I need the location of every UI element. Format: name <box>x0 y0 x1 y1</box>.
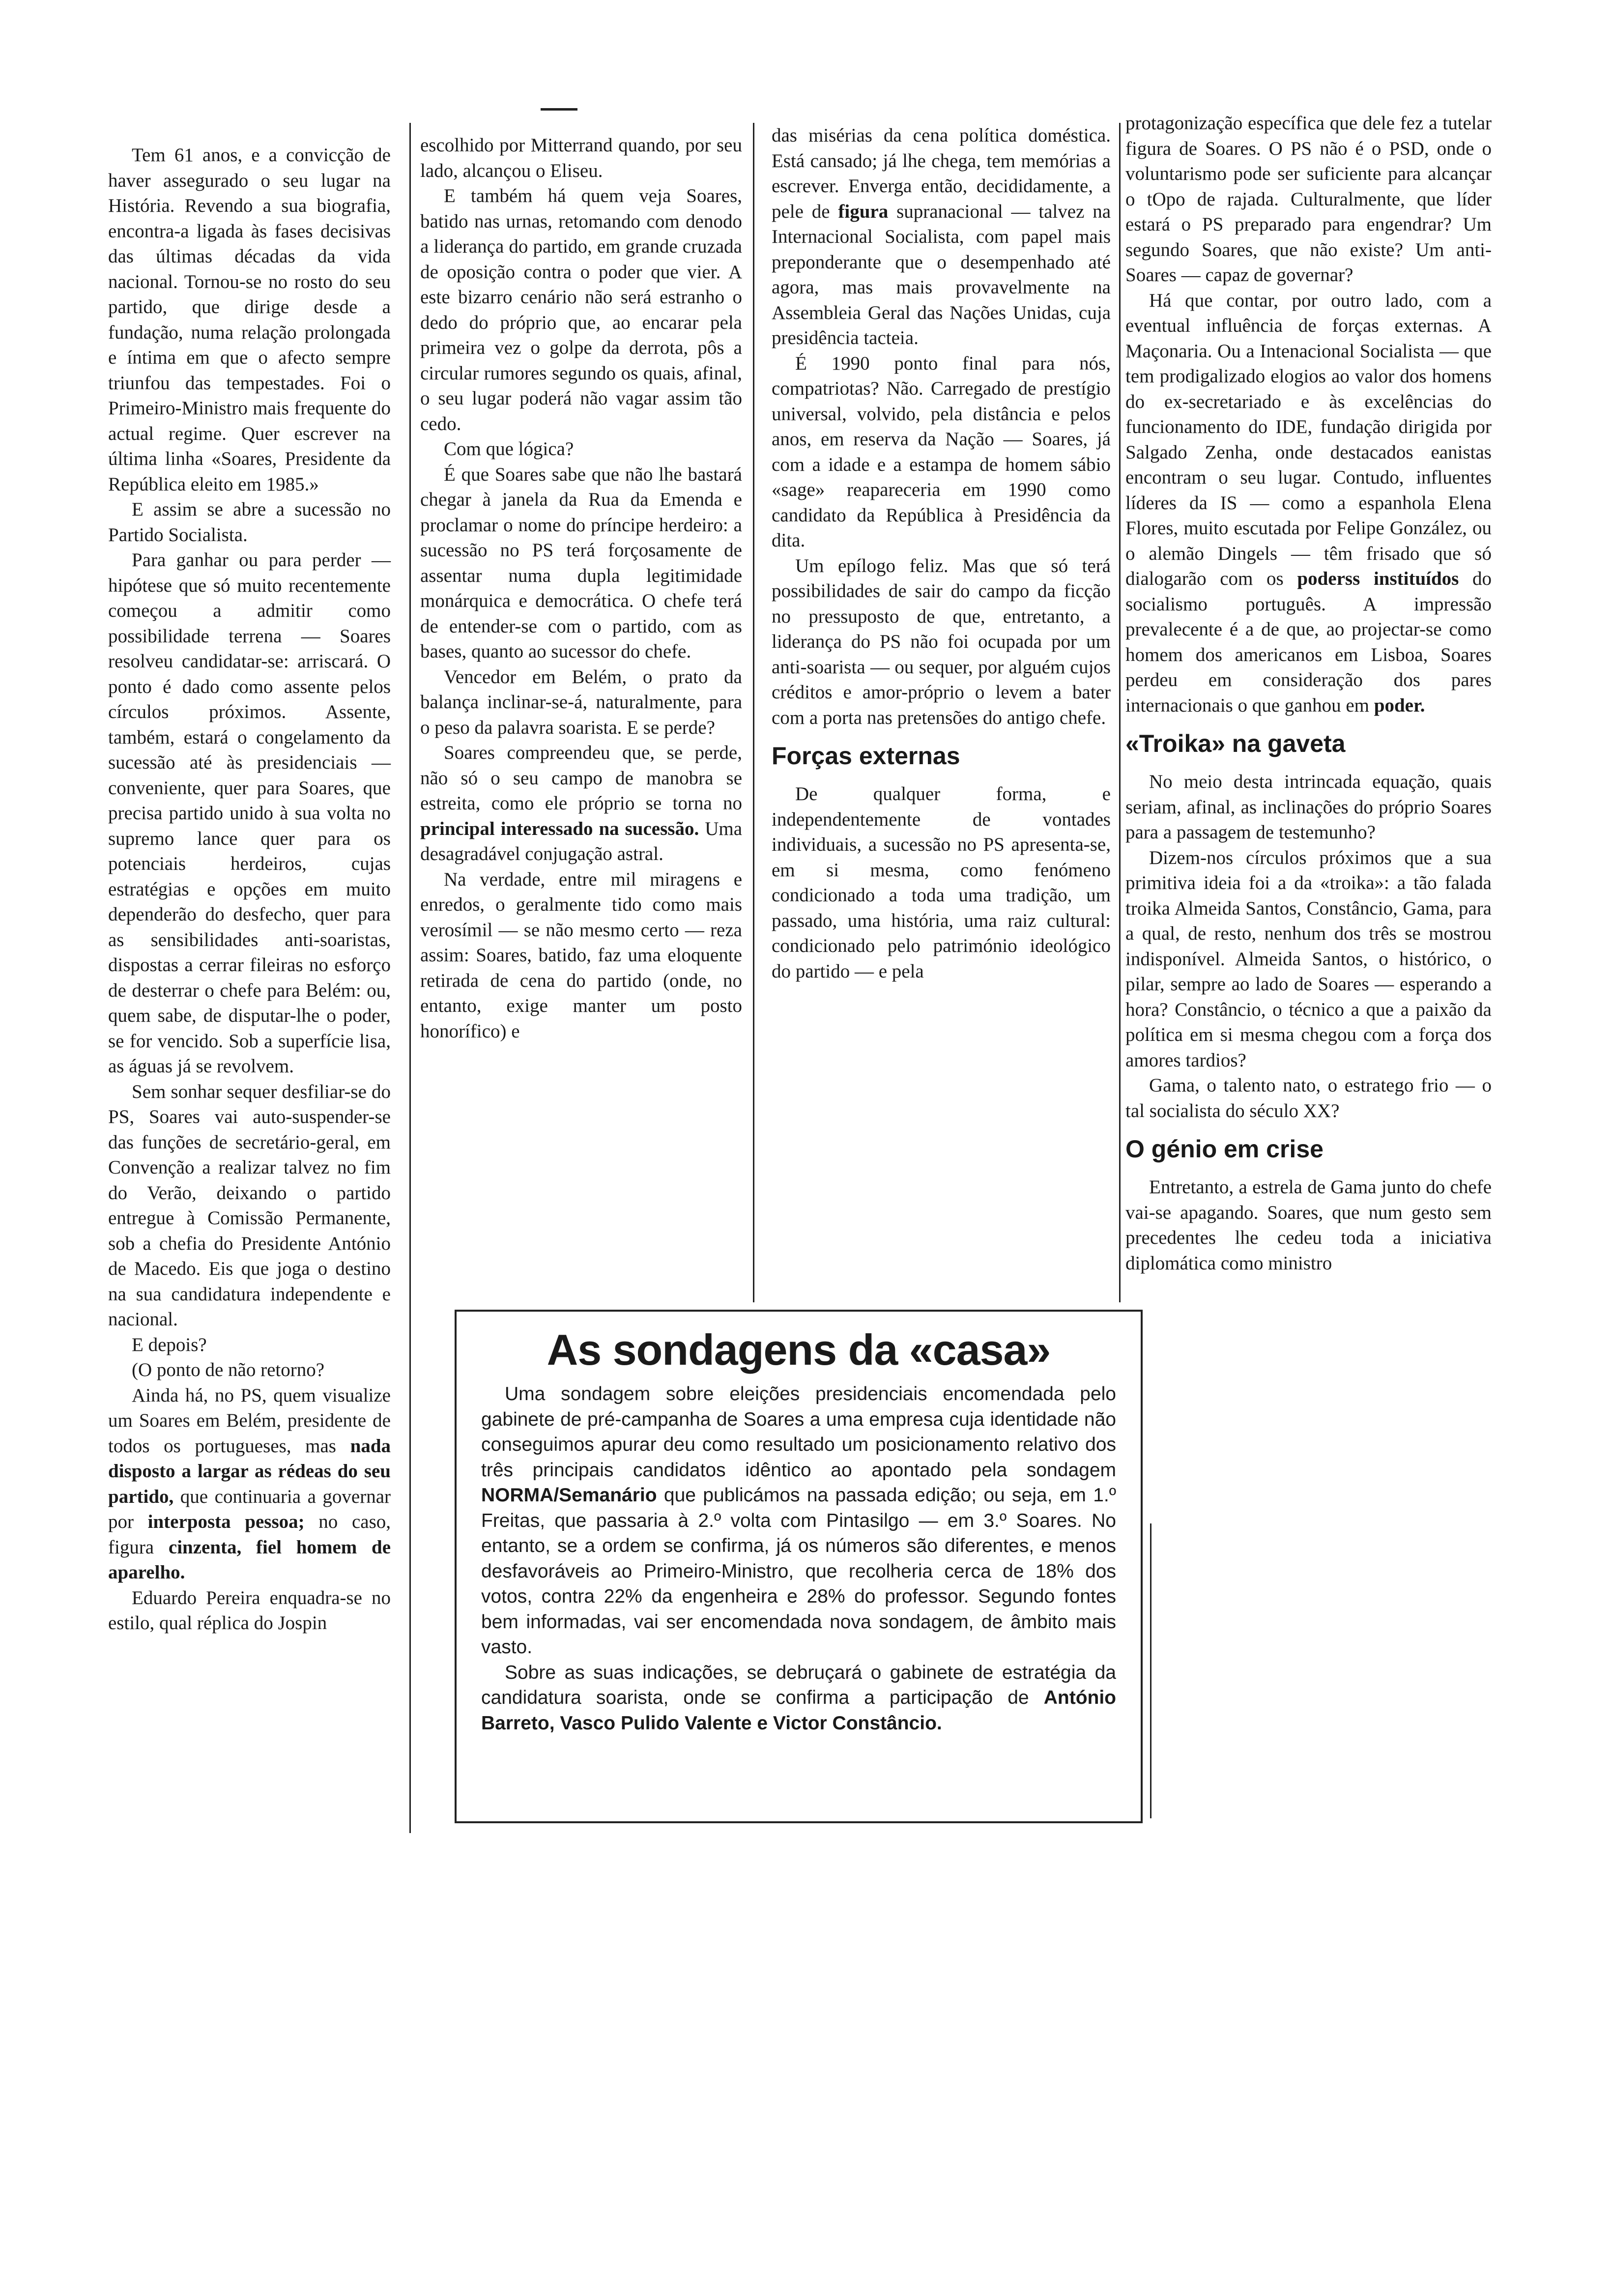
col3-para-1-b: supranacional — talvez na Internacional Socialista, com papel mais preponderante que o desempenhado até agora, mas mais provavelmente na Assembleia Geral das Nações Unidas, cuja presidência tacteia. <box>772 201 1111 348</box>
col2-para-1: escolhido por Mitterrand quando, por seu lado, alcançou o Eliseu. <box>420 135 742 181</box>
box-para-2 <box>481 1660 1116 1736</box>
col2-para-5: Vencedor em Belém, o prato da balança inclinar-se-á, naturalmente, para o peso da palavra soarista. E se perde? <box>420 666 742 738</box>
column-4 <box>1125 111 1492 1276</box>
col2-para-6-a: Soares compreendeu que, se perde, não só o seu campo de manobra se estreita, como ele próprio se torna no <box>420 742 742 814</box>
column-2 <box>420 133 742 1044</box>
col2-para-7: Na verdade, entre mil miragens e enredos, o geralmente tido como mais verosímil — se não mesmo certo — reza assim: Soares, batido, faz uma eloquente retirada de cena do partido (onde, no entanto, exige manter um posto honorífico) e <box>420 868 742 1042</box>
column-rule-3 <box>1119 123 1121 1302</box>
top-dash-mark <box>541 108 577 111</box>
col2-para-6 <box>420 740 742 867</box>
col1-para-7 <box>108 1383 391 1585</box>
col3-para-2: É 1990 ponto final para nós, compatriotas? Não. Carregado de prestígio universal, volvido, pela distância e pelos anos, em reserva da Nação — Soares, já com a idade e a estampa de homem sábio «sage» reapareceria em 1990 como candidato da República à Presidência da dita. <box>772 352 1111 551</box>
col4-para-1: protagonização específica que dele fez a tutelar figura de Soares. O PS não é o PSD, onde o voluntarismo pode ser suficiente para alcançar o tOpo de rajada. Culturalmente, que líder estará o PS preparado para engendrar? Um segundo Soares, que não existe? Um anti-Soares — capaz de governar? <box>1125 113 1492 286</box>
col1-para-8: Eduardo Pereira enquadra-se no estilo, qual réplica do Jospin <box>108 1587 391 1634</box>
col2-para-4: É que Soares sabe que não lhe bastará chegar à janela da Rua da Emenda e proclamar o nome do príncipe herdeiro: a sucessão no PS terá forçosamente de assentar numa dupla legitimidade monárquica e democrática. O chefe terá de entender-se com o partido, com as bases, quanto ao sucessor do chefe. <box>420 463 742 662</box>
sidebar-box-polls <box>455 1310 1143 1823</box>
col4-subheading-2: O génio em crise <box>1125 1135 1324 1163</box>
box-para-1 <box>481 1381 1116 1660</box>
col4-para-2-b: do socialismo português. A impressão prevalecente é a de que, ao projectar-se como homem dos americanos em Lisboa, Soares perdeu em consideração dos pares internacionais o que ganhou em <box>1125 568 1492 716</box>
col1-para-7-b: que continuaria a governar por <box>108 1486 391 1532</box>
col4-para-2 <box>1125 288 1492 718</box>
column-1 <box>108 143 391 1636</box>
col3-para-4: De qualquer forma, e independentemente de vontades individuais, a sucessão no PS apresenta-se, em si mesma, como fenómeno condicionado a toda uma tradição, um passado, uma história, uma raiz cultural: condicionado pelo património ideológico do partido — e pela <box>772 783 1111 982</box>
box-title: As sondagens da «casa» <box>547 1325 1051 1374</box>
column-rule-2 <box>753 123 754 1302</box>
box-para-2-bold: António Barreto, Vasco Pulido Valente e Victor Constâncio. <box>481 1687 1116 1734</box>
col1-para-2: E assim se abre a sucessão no Partido Socialista. <box>108 499 391 545</box>
column-3 <box>772 123 1111 984</box>
col4-para-3: No meio desta intrincada equação, quais seriam, afinal, as inclinações do próprio Soares para a passagem de testemunho? <box>1125 771 1492 843</box>
col1-para-7-c: no caso, figura <box>108 1511 391 1558</box>
col3-para-1 <box>772 123 1111 351</box>
col2-para-6-b: Uma desagradável conjugação astral. <box>420 818 742 864</box>
col4-para-2-a: Há que contar, por outro lado, com a eventual influência de forças externas. A Maçonaria. Ou a Intenacional Socialista — que tem prodigalizado elogios ao valor dos homens do ex-secretariado e às excelências do funcionamento do IDE, fundação dirigida por Salgado Zenha, onde destacados eanistas encontram o seu lugar. Contudo, influentes líderes da IS — como a espanhola Elena Flores, muito escutada por Felipe González, ou o alemão Dingels — têm frisado que só dialogarão com os <box>1125 289 1492 589</box>
col2-para-6-bold: principal interessado na sucessão. <box>420 818 699 839</box>
col4-para-2-bold: poderss instituídos <box>1297 568 1459 589</box>
col4-para-5: Gama, o talento nato, o estratego frio — o tal socialista do século XX? <box>1125 1075 1492 1121</box>
box-para-1-bold: NORMA/Semanário <box>481 1485 657 1506</box>
col1-para-3: Para ganhar ou para perder — hipótese que só muito recentemente começou a admitir como possibilidade terrena — Soares resolveu candidatar-se: arriscará. O ponto é dado como assente pelos círculos próximos. Assente, também, estará o congelamento da sucessão até às presidenciais — conveniente, quer para Soares, que precisa partido unido à sua volta no supremo lance quer para os potenciais herdeiros, cujas estratégias e opções em muito dependerão do desfecho, quer para as sensibilidades anti-soaristas, dispostas a cerrar fileiras no esforço de desterrar o chefe para Belém: ou, quem sabe, de disputar-lhe o poder, se for vencido. Sob a superfície lisa, as águas já se revolvem. <box>108 549 391 1077</box>
col4-para-6: Entretanto, a estrela de Gama junto do chefe vai-se apagando. Soares, que num gesto sem precedentes lhe cedeu toda a iniciativa diplomática como ministro <box>1125 1177 1492 1274</box>
col3-para-1-bold: figura <box>838 201 889 222</box>
col1-para-7-bold-1: nada disposto a largar as rédeas do seu partido, <box>108 1435 391 1507</box>
col1-para-1: Tem 61 anos, e a convicção de haver assegurado o seu lugar na História. Revendo a sua biografia, encontra-a ligada às fases decisivas das últimas décadas da vida nacional. Tornou-se no rosto do seu partido, que dirige desde a fundação, numa relação prolongada e íntima em que o afecto sempre triunfou das tempestades. Foi o Primeiro-Ministro mais frequente do actual regime. Quer escrever na última linha «Soares, Presidente da República eleito em 1985.» <box>108 144 391 495</box>
col1-para-5: E depois? <box>132 1334 207 1355</box>
box-para-2-a: Sobre as suas indicações, se debruçará o gabinete de estratégia da candidatura soarista, onde se confirma a participação de <box>481 1662 1116 1708</box>
col1-para-7-bold-3: cinzenta, fiel homem de aparelho. <box>108 1536 391 1583</box>
col4-para-2-bold-2: poder. <box>1374 694 1425 716</box>
col1-para-4: Sem sonhar sequer desfiliar-se do PS, Soares vai auto-suspender-se das funções de secretário-geral, em Convenção a realizar talvez no fim do Verão, deixando o partido entregue à Comissão Permanente, sob a chefia do Presidente António de Macedo. Eis que joga o destino na sua candidatura independente e nacional. <box>108 1081 391 1330</box>
col1-para-6: (O ponto de não retorno? <box>132 1359 325 1380</box>
col2-para-3: Com que lógica? <box>444 438 574 459</box>
col4-subheading-1: «Troika» na gaveta <box>1125 730 1346 757</box>
column-rule-1 <box>409 123 411 1833</box>
column-rule-4 <box>1150 1523 1151 1818</box>
box-para-1-a: Uma sondagem sobre eleições presidenciais encomendada pelo gabinete de pré-campanha de Soares a uma empresa cuja identidade não conseguimos apurar deu como resultado um posicionamento relativo dos três principais candidatos idêntico ao apontado pela sondagem <box>481 1383 1116 1481</box>
col3-subheading: Forças externas <box>772 742 960 770</box>
col1-para-7-a: Ainda há, no PS, quem visualize um Soares em Belém, presidente de todos os portugueses, mas <box>108 1384 391 1457</box>
col1-para-7-bold-2: interposta pessoa; <box>147 1511 305 1532</box>
col4-para-4: Dizem-nos círculos próximos que a sua primitiva ideia foi a da «troika»: a tão falada troika Almeida Santos, Constâncio, Gama, para a qual, de resto, nenhum dos três se mostrou indisponível. Almeida Santos, o histórico, o pilar, sempre ao lado de Soares — esperando a hora? Constâncio, o técnico a que a paixão da política em si mesma chegou com a força dos amores tardios? <box>1125 847 1492 1071</box>
box-para-1-b: que publicámos na passada edição; ou seja, em 1.º Freitas, que passaria à 2.º volta com Pintasilgo — em 3.º Soares. No entanto, se a ordem se confirma, já os números são diferentes, e menos desfavoráveis ao Primeiro-Ministro, que recolheria cerca de 18% dos votos, contra 22% da engenheira e 28% do professor. Segundo fontes bem informadas, vai ser encomendada nova sondagem, de âmbito mais vasto. <box>481 1485 1116 1658</box>
col2-para-2: E também há quem veja Soares, batido nas urnas, retomando com denodo a liderança do partido, em grande cruzada de oposição contra o poder que vier. A este bizarro cenário não será estranho o dedo do próprio que, ao encarar pela primeira vez o golpe da derrota, pôs a circular rumores segundo os quais, afinal, o seu lugar poderá não vagar assim tão cedo. <box>420 185 742 434</box>
col3-para-1-a: das misérias da cena política doméstica. Está cansado; já lhe chega, tem memórias a escrever. Enverga então, decididamente, a pele de <box>772 125 1111 222</box>
col3-para-3: Um epílogo feliz. Mas que só terá possibilidades de sair do campo da ficção no pressuposto de que, entretanto, a liderança do PS não foi ocupada por um anti-soarista — ou sequer, por alguém cujos créditos e amor-próprio o levem a bater com a porta nas pretensões do antigo chefe. <box>772 555 1111 728</box>
